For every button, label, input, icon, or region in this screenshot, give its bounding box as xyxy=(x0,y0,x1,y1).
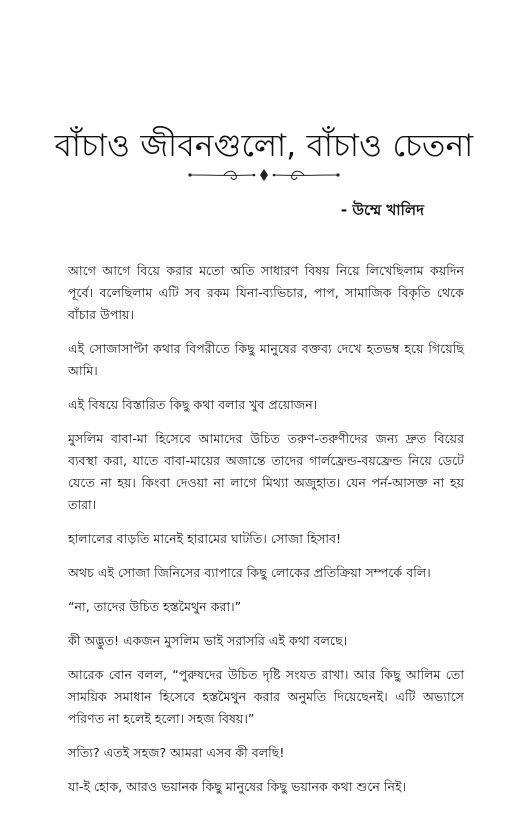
paragraph: অথচ এই সোজা জিনিসের ব্যাপারে কিছু লোকের প্রতিক্রিয়া সম্পর্কে বলি। xyxy=(68,565,431,580)
paragraph: আগে আগে বিয়ে করার মতো অতি সাধারণ বিষয় নিয়ে লিখেছিলাম কয়দিন পূর্বে। বলেছিলাম এটি সব রকম যিনা-ব্যভিচার, পাপ, সামাজিক বিকৃতি থেকে বাঁচার উপায়। xyxy=(68,263,464,322)
paragraph: হালালের বাড়তি মানেই হারামের ঘাটতি। সোজা হিসাব! xyxy=(68,531,342,546)
article-body xyxy=(68,260,464,809)
quote-paragraph: “না, তাদের উচিত হস্তমৈথুন করা।” xyxy=(68,599,242,614)
paragraph: কী অদ্ভুত! একজন মুসলিম ভাই সরাসরি এই কথা বলছে। xyxy=(68,633,348,648)
title-ornament-divider xyxy=(184,167,344,183)
paragraph: এই সোজাসাপ্টা কথার বিপরীতে কিছু মানুষের বক্তব্য দেখে হতভম্ব হয়ে গিয়েছি আমি। xyxy=(68,341,464,378)
paragraph: সত্যি? এতই সহজ? আমরা এসব কী বলছি! xyxy=(68,745,285,760)
chapter-title: বাঁচাও জীবনগুলো, বাঁচাও চেতনা xyxy=(54,128,474,164)
quote-paragraph: আরেক বোন বলল, “পুরুষদের উচিত দৃষ্টি সংযত রাখা। আর কিছু আলিম তো সাময়িক সমাধান হিসেবে হস্তমৈথুন করার অনুমতি দিয়েছেনই। এটি অভ্যাসে পরিণত না হলেই হলো। সহজ বিষয়।” xyxy=(68,667,464,726)
author-byline: - উম্মে খালিদ xyxy=(340,201,424,219)
paragraph: মুসলিম বাবা-মা হিসেবে আমাদের উচিত তরুণ-তরুণীদের জন্য দ্রুত বিয়ের ব্যবস্থা করা, যাতে বাবা-মায়ের অজান্তে তাদের গার্লফ্রেন্ড-বয়ফ্রেন্ড নিয়ে ডেটে যেতে না হয়। কিংবা দেওয়া না লাগে মিথ্যা অজুহাত। যেন পর্ন-আসক্ত না হয় তারা। xyxy=(68,431,464,512)
paragraph: এই বিষয়ে বিস্তারিত কিছু কথা বলার খুব প্রয়োজন। xyxy=(68,397,318,412)
paragraph: যা-ই হোক, আরও ভয়ানক কিছু মানুষের কিছু ভয়ানক কথা শুনে নিই। xyxy=(68,779,407,794)
